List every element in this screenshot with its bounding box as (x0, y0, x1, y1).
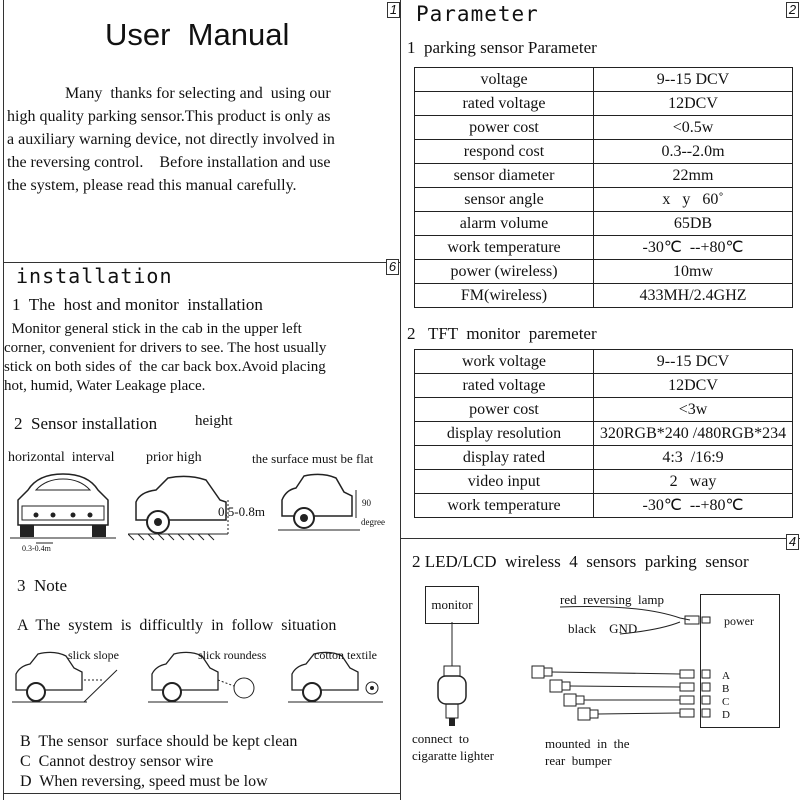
intro-line: the reversing control. Before installation and use (7, 154, 331, 171)
slick-slope-illustration (12, 650, 122, 710)
page-divider-bottom (3, 793, 400, 794)
page-number-2: 2 (786, 2, 799, 18)
page-number-4: 4 (786, 534, 799, 550)
slick-roundess-label: slick roundess (198, 648, 267, 662)
table-row (415, 236, 793, 260)
table-row (415, 284, 793, 308)
port-d-label: D (722, 709, 730, 721)
label-line: cigaratte lighter (412, 748, 494, 763)
slick-slope-label: slick slope (68, 648, 119, 662)
param-value-cell: 0.3--2.0m (594, 140, 793, 164)
power-port-label: power (724, 614, 754, 628)
param-name-cell: rated voltage (415, 374, 594, 398)
intro-paragraph (7, 82, 399, 197)
sensor-installation-heading: 2 Sensor installation (14, 414, 158, 433)
param-value-cell: 12DCV (594, 374, 793, 398)
wiring-lines (520, 600, 720, 725)
note-b: B The sensor surface should be kept clean (20, 733, 298, 750)
param-name-cell: rated voltage (415, 92, 594, 116)
monitor-box (425, 586, 479, 624)
table-row (415, 422, 793, 446)
port-b-label: B (722, 683, 730, 695)
prior-high-label: prior high (146, 450, 202, 465)
note-heading: 3 Note (17, 576, 68, 595)
param-value-cell: -30℃ --+80℃ (594, 494, 793, 518)
interval-value: 0.3-0.4m (22, 544, 51, 553)
cigarette-lighter-plug-icon (428, 622, 478, 732)
param-name-cell: display resolution (415, 422, 594, 446)
param-value-cell: 9--15 DCV (594, 68, 793, 92)
text-line: hot, humid, Water Leakage place. (4, 378, 206, 394)
param-name-cell: sensor diameter (415, 164, 594, 188)
page-title-parameter: Parameter (416, 2, 539, 26)
table-row (415, 470, 793, 494)
param-name-cell: work voltage (415, 350, 594, 374)
param-name-cell: power (wireless) (415, 260, 594, 284)
monitor-label: monitor (431, 597, 473, 612)
host-monitor-text (4, 320, 400, 396)
page-title-user-manual: User Manual (105, 17, 290, 52)
degree-label: degree (361, 517, 385, 527)
param-value-cell: 2 way (594, 470, 793, 494)
param-name-cell: work temperature (415, 236, 594, 260)
page-divider-vertical (400, 0, 401, 800)
table-row (415, 188, 793, 212)
param-value-cell: -30℃ --+80℃ (594, 236, 793, 260)
param-name-cell: power cost (415, 116, 594, 140)
table-row (415, 68, 793, 92)
param-value-cell: x y 60˚ (594, 188, 793, 212)
param-value-cell: 12DCV (594, 92, 793, 116)
height-value: 0.5-0.8m (218, 504, 265, 519)
param-value-cell: 22mm (594, 164, 793, 188)
intro-line: a auxiliary warning device, not directly involved in (7, 131, 335, 148)
slick-roundess-illustration (148, 650, 268, 710)
red-reversing-lamp-label: red reversing lamp (560, 592, 664, 607)
param-value-cell: <3w (594, 398, 793, 422)
param-value-cell: 4:3 /16:9 (594, 446, 793, 470)
param-value-cell: 9--15 DCV (594, 350, 793, 374)
height-label: height (195, 413, 233, 429)
intro-line: high quality parking sensor.This product is only as (7, 108, 331, 125)
car-side-angle-illustration (278, 470, 360, 542)
table-row (415, 260, 793, 284)
rear-bumper-label (545, 735, 630, 769)
port-c-label: C (722, 696, 730, 708)
param-value-cell: <0.5w (594, 116, 793, 140)
cotton-textile-illustration (288, 650, 388, 710)
label-line: connect to (412, 731, 470, 746)
param-name-cell: video input (415, 470, 594, 494)
param-name-cell: display rated (415, 446, 594, 470)
note-d: D When reversing, speed must be low (20, 773, 268, 790)
page-divider-horizontal-left (3, 262, 400, 263)
table-row (415, 374, 793, 398)
text-line: Monitor general stick in the cab in the upper left (4, 321, 302, 337)
horizontal-interval-label: horizontal interval (8, 450, 115, 465)
wiring-diagram-title: 2 LED/LCD wireless 4 sensors parking sensor (412, 552, 749, 571)
section-title-installation: installation (16, 264, 173, 288)
angle-value: 90 (362, 498, 371, 508)
table-row (415, 350, 793, 374)
surface-flat-label: the surface must be flat (252, 451, 374, 466)
page-divider-horizontal-right (400, 538, 800, 539)
table-row (415, 494, 793, 518)
text-line: corner, convenient for drivers to see. The host usually (4, 340, 327, 356)
table-row (415, 212, 793, 236)
param-value-cell: 10mw (594, 260, 793, 284)
table-row (415, 116, 793, 140)
car-rear-view-illustration (8, 470, 118, 555)
param-name-cell: power cost (415, 398, 594, 422)
intro-line: the system, please read this manual carefully. (7, 177, 297, 194)
note-c: C Cannot destroy sensor wire (20, 753, 214, 770)
page-number-6: 6 (386, 259, 399, 275)
table-row (415, 92, 793, 116)
label-line: rear bumper (545, 753, 612, 768)
intro-line: Many thanks for selecting and using our (65, 85, 331, 102)
black-gnd-label: black GND (568, 621, 638, 636)
param-value-cell: 65DB (594, 212, 793, 236)
page-number-1: 1 (387, 2, 400, 18)
param-name-cell: alarm volume (415, 212, 594, 236)
tft-monitor-parameter-table (414, 349, 793, 518)
parking-sensor-parameter-table (414, 67, 793, 308)
table2-title: 2 TFT monitor paremeter (407, 324, 597, 343)
port-a-label: A (722, 670, 730, 682)
cotton-textile-label: cotton textile (314, 648, 377, 662)
param-name-cell: sensor angle (415, 188, 594, 212)
note-a: A The system is difficultly in follow situation (17, 617, 337, 634)
table-row (415, 140, 793, 164)
param-name-cell: respond cost (415, 140, 594, 164)
param-name-cell: work temperature (415, 494, 594, 518)
table1-title: 1 parking sensor Parameter (407, 38, 597, 57)
param-value-cell: 433MH/2.4GHZ (594, 284, 793, 308)
page-divider-left (3, 0, 4, 800)
host-monitor-heading: 1 The host and monitor installation (12, 295, 263, 314)
table-row (415, 164, 793, 188)
text-line: stick on both sides of the car back box.Avoid placing (4, 359, 326, 375)
table-row (415, 398, 793, 422)
param-name-cell: FM(wireless) (415, 284, 594, 308)
table-row (415, 446, 793, 470)
connect-lighter-label (412, 730, 494, 764)
label-line: mounted in the (545, 736, 630, 751)
param-value-cell: 320RGB*240 /480RGB*234 (594, 422, 793, 446)
param-name-cell: voltage (415, 68, 594, 92)
